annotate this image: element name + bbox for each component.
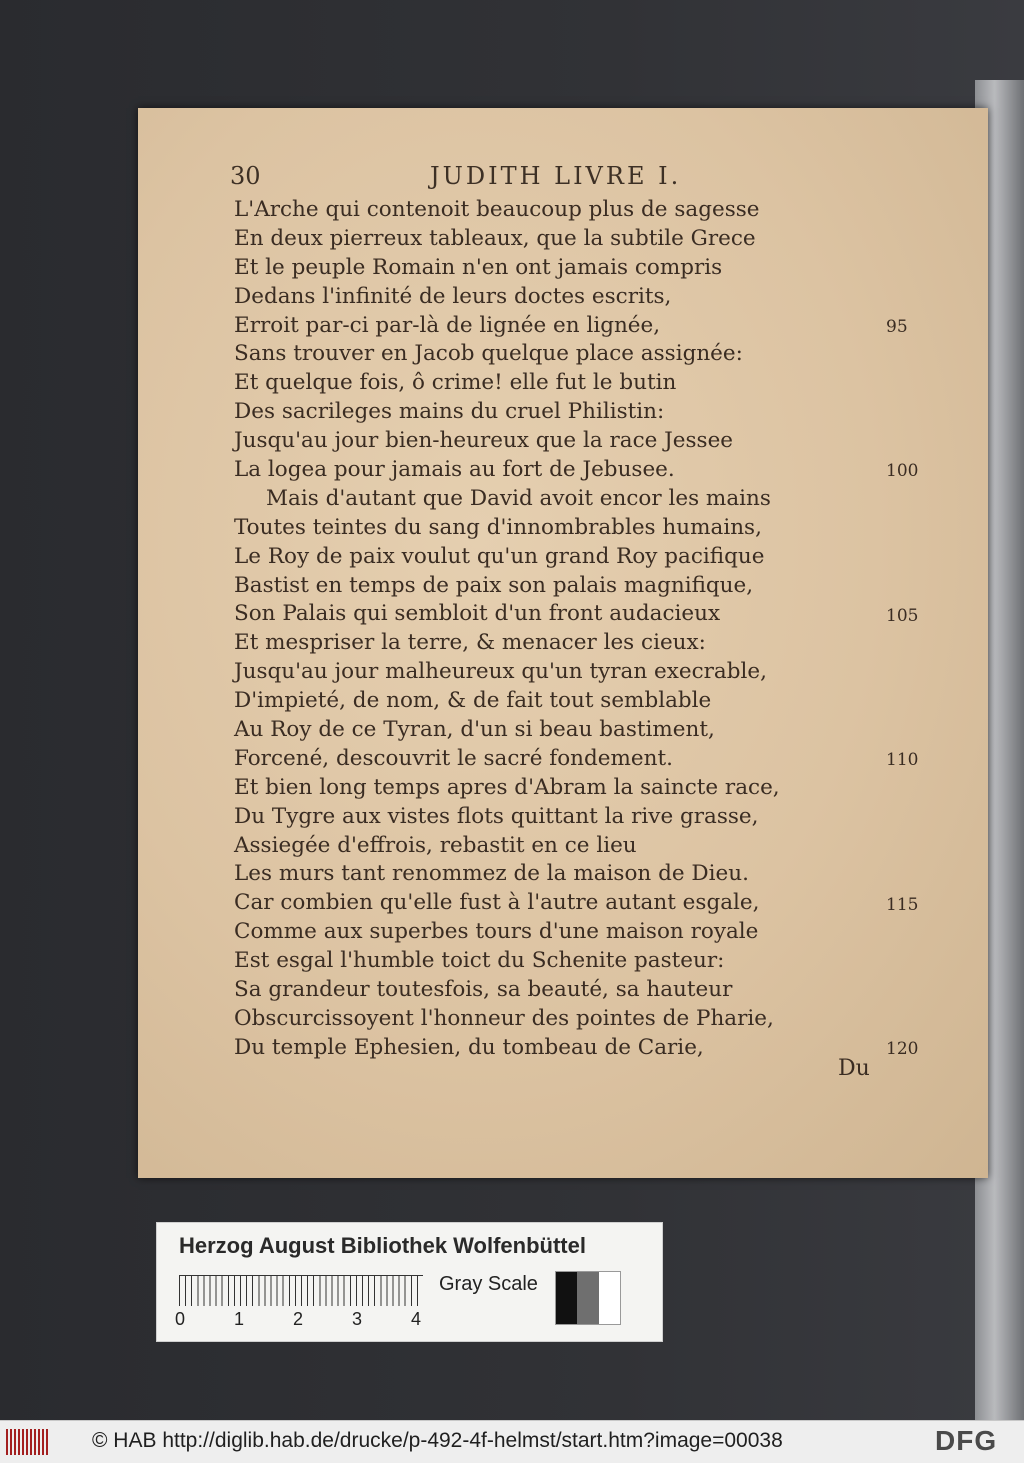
gray-scale-swatches <box>555 1271 621 1325</box>
verse-line: En deux pierreux tableaux, que la subtile Grece <box>234 225 756 251</box>
ruler-number: 0 <box>175 1309 186 1329</box>
catchword: Du <box>838 1056 870 1081</box>
verse-line: Et quelque fois, ô crime! elle fut le butin <box>234 370 677 396</box>
gray-swatch <box>577 1272 598 1324</box>
verse-line: D'impieté, de nom, & de fait tout semblable <box>234 688 712 714</box>
verse-line: Du temple Ephesien, du tombeau de Carie, <box>234 1034 704 1060</box>
barcode-icon <box>6 1429 48 1455</box>
verse-text <box>234 196 934 1063</box>
verse-line: Et mespriser la terre, & menacer les cieux: <box>234 630 706 656</box>
verse-line: Erroit par-ci par-là de lignée en lignée, <box>234 312 661 338</box>
copyright-link[interactable]: © HAB http://diglib.hab.de/drucke/p-492-4f-helmst/start.htm?image=00038 <box>92 1429 783 1452</box>
verse-line: Comme aux superbes tours d'une maison royale <box>234 919 759 945</box>
gray-swatch <box>599 1272 620 1324</box>
verse-line: Toutes teintes du sang d'innombrables humains, <box>234 514 762 540</box>
line-number: 95 <box>886 316 908 337</box>
verse-line: Sa grandeur toutesfois, sa beauté, sa hauteur <box>234 977 733 1003</box>
verse-line: Obscurcissoyent l'honneur des pointes de Pharie, <box>234 1005 774 1031</box>
ruler-number: 2 <box>293 1309 304 1329</box>
library-name: Herzog August Bibliothek Wolfenbüttel <box>179 1233 586 1258</box>
book-page <box>138 108 988 1178</box>
dfg-logo: DFG <box>935 1425 998 1456</box>
page-header <box>138 158 988 188</box>
gray-scale-label: Gray Scale <box>439 1273 538 1295</box>
verse-line: Forcené, descouvrit le sacré fondement. <box>234 745 673 771</box>
folio-number: 30 <box>230 162 261 190</box>
running-title: JUDITH LIVRE I. <box>430 162 682 190</box>
gray-swatch <box>556 1272 577 1324</box>
verse-line: Son Palais qui sembloit d'un front audacieux <box>234 601 721 627</box>
viewer-footer <box>0 1420 1024 1463</box>
line-number: 110 <box>886 750 919 771</box>
verse-line: Car combien qu'elle fust à l'autre autant esgale, <box>234 890 760 916</box>
verse-line: Le Roy de paix voulut qu'un grand Roy pacifique <box>234 543 765 569</box>
ruler-number: 4 <box>411 1309 422 1329</box>
verse-line: Et bien long temps apres d'Abram la saincte race, <box>234 774 780 800</box>
verse-line: Jusqu'au jour malheureux qu'un tyran execrable, <box>234 659 767 685</box>
library-color-card <box>156 1222 663 1342</box>
verse-line: Bastist en temps de paix son palais magnifique, <box>234 572 754 598</box>
verse-line: Mais d'autant que David avoit encor les mains <box>266 485 771 511</box>
ruler-number: 3 <box>352 1309 363 1329</box>
verse-line: Assiegée d'effrois, rebastit en ce lieu <box>234 832 637 858</box>
verse-line: Des sacrileges mains du cruel Philistin: <box>234 399 665 425</box>
verse-line: Est esgal l'humble toict du Schenite pasteur: <box>234 948 725 974</box>
verse-line: Jusqu'au jour bien-heureux que la race Jessee <box>234 428 734 454</box>
verse-line: Au Roy de ce Tyran, d'un si beau bastiment, <box>234 717 715 743</box>
line-number: 100 <box>886 461 919 482</box>
verse-line: Les murs tant renommez de la maison de Dieu. <box>234 861 749 887</box>
verse-line: Sans trouver en Jacob quelque place assignée: <box>234 341 743 367</box>
scale-ruler <box>179 1275 423 1306</box>
verse-line: La logea pour jamais au fort de Jebusee. <box>234 457 675 483</box>
line-number: 105 <box>886 605 919 626</box>
verse-line: L'Arche qui contenoit beaucoup plus de sagesse <box>234 197 760 222</box>
verse-line: Et le peuple Romain n'en ont jamais compris <box>234 254 723 280</box>
line-number: 115 <box>886 894 919 915</box>
verse-line: Du Tygre aux vistes flots quittant la rive grasse, <box>234 803 759 829</box>
line-number: 120 <box>886 1039 919 1060</box>
verse-line: Dedans l'infinité de leurs doctes escrits, <box>234 283 672 309</box>
ruler-number: 1 <box>234 1309 245 1329</box>
